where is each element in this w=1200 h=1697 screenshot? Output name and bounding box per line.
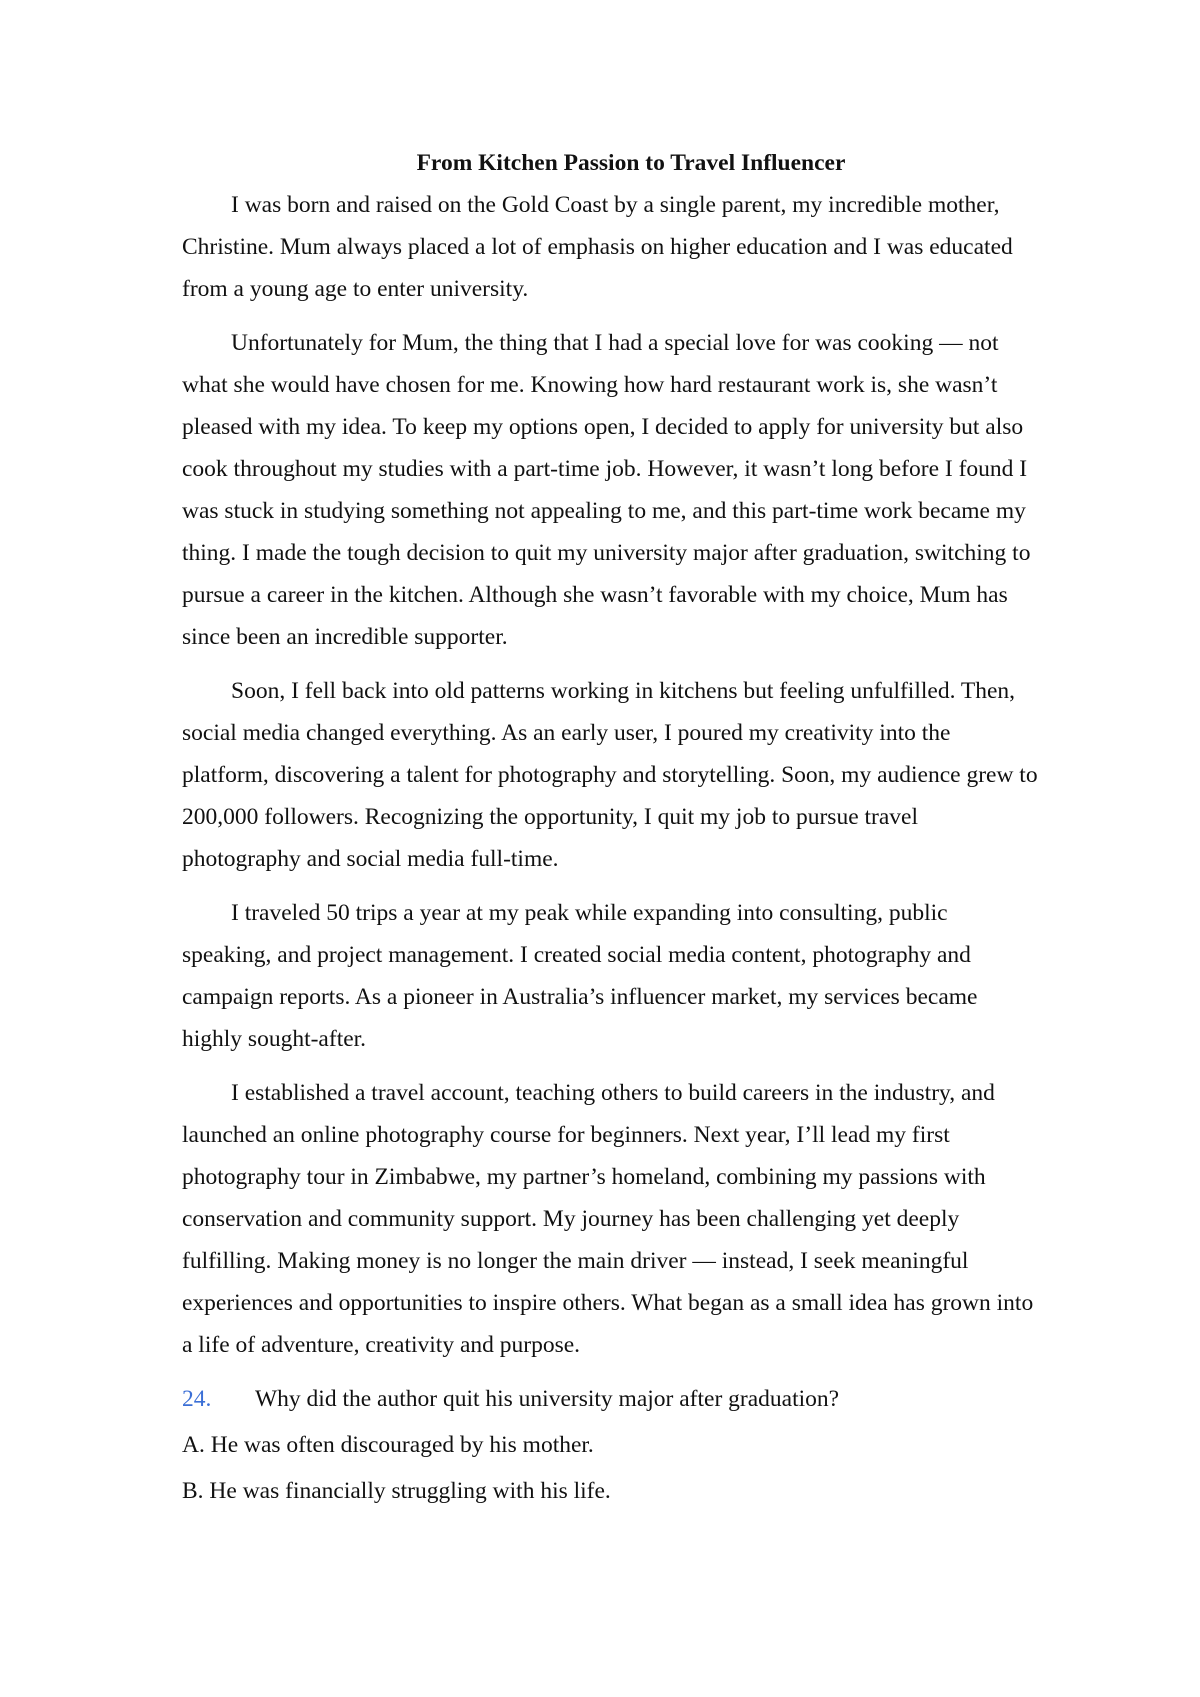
paragraph-1: I was born and raised on the Gold Coast by a single parent, my incredible mother, Christine. Mum always placed a lot of emphasis on higher education and I was educated from a young age to enter university. <box>182 192 1013 302</box>
paragraph-4: I traveled 50 trips a year at my peak while expanding into consulting, public speaking, and project management. I created social media content, photography and campaign reports. As a pioneer in Australia’s influencer market, my services became highly sought-after. <box>182 900 978 1052</box>
document-content <box>182 142 1040 1516</box>
option-b: B. He was financially struggling with his life. <box>182 1478 611 1504</box>
option-a: A. He was often discouraged by his mother. <box>182 1432 594 1458</box>
paragraph-3: Soon, I fell back into old patterns working in kitchens but feeling unfulfilled. Then, social media changed everything. As an early user, I poured my creativity into the platform, discovering a talent for photography and storytelling. Soon, my audience grew to 200,000 followers. Recognizing the opportunity, I quit my job to pursue travel photography and social media full-time. <box>182 678 1038 872</box>
question-number: 24. <box>182 1386 212 1412</box>
question-text: Why did the author quit his university major after graduation? <box>255 1386 840 1412</box>
document-title: From Kitchen Passion to Travel Influencer <box>416 150 846 176</box>
question-24 <box>182 1378 1040 1420</box>
paragraph-5: I established a travel account, teaching others to build careers in the industry, and launched an online photography course for beginners. Next year, I’ll lead my first photography tour in Zimbabwe, my partner’s homeland, combining my passions with conservation and community support. My journey has been challenging yet deeply fulfilling. Making money is no longer the main driver — instead, I seek meaningful experiences and opportunities to inspire others. What began as a small idea has grown into a life of adventure, creativity and purpose. <box>182 1080 1034 1358</box>
paragraph-2: Unfortunately for Mum, the thing that I had a special love for was cooking — not what she would have chosen for me. Knowing how hard restaurant work is, she wasn’t pleased with my idea. To keep my options open, I decided to apply for university but also cook throughout my studies with a part-time job. However, it wasn’t long before I found I was stuck in studying something not appealing to me, and this part-time work became my thing. I made the tough decision to quit my university major after graduation, switching to pursue a career in the kitchen. Although she wasn’t favorable with my choice, Mum has since been an incredible supporter. <box>182 330 1031 650</box>
